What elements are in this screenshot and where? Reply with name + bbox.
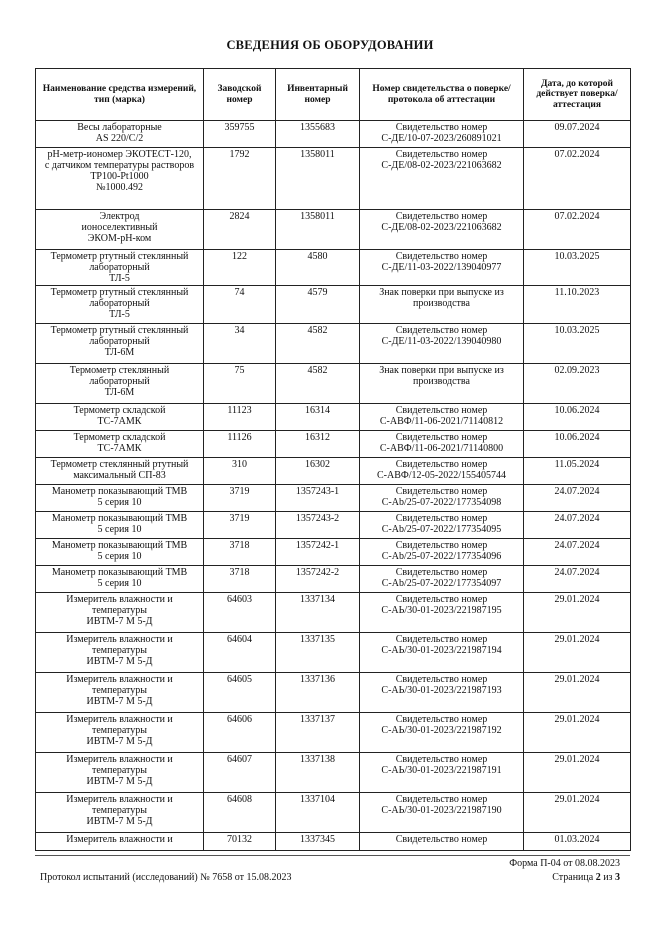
valid-until-cell: 29.01.2024: [524, 713, 631, 753]
equipment-name-cell: Электрод ионоселективный ЭКОМ-рН-ком: [36, 210, 204, 250]
inventory-number-cell: 1337345: [276, 833, 360, 851]
serial-number-cell: 70132: [204, 833, 276, 851]
page-title: СВЕДЕНИЯ ОБ ОБОРУДОВАНИИ: [226, 38, 434, 52]
inventory-number-cell: 1337104: [276, 793, 360, 833]
table-row: [36, 566, 631, 593]
header-inventory: Инвентарный номер: [276, 69, 360, 121]
valid-until-cell: 29.01.2024: [524, 673, 631, 713]
table-row: [36, 210, 631, 250]
equipment-name-cell: Манометр показывающий ТМВ 5 серия 10: [36, 485, 204, 512]
header-name: Наименование средства измерений, тип (марка): [36, 69, 204, 121]
serial-number-cell: 64606: [204, 713, 276, 753]
serial-number-cell: 3719: [204, 485, 276, 512]
serial-number-cell: 3718: [204, 566, 276, 593]
inventory-number-cell: 4579: [276, 286, 360, 324]
header-serial: Заводской номер: [204, 69, 276, 121]
certificate-cell: Свидетельство номер С-АЬ/30-01-2023/221987195: [360, 593, 524, 633]
equipment-name-cell: Измеритель влажности и температуры ИВТМ-7 М 5-Д: [36, 633, 204, 673]
table-row: [36, 404, 631, 431]
equipment-name-cell: Измеритель влажности и температуры ИВТМ-7 М 5-Д: [36, 713, 204, 753]
valid-until-cell: 11.10.2023: [524, 286, 631, 324]
serial-number-cell: 3718: [204, 539, 276, 566]
valid-until-cell: 24.07.2024: [524, 566, 631, 593]
certificate-cell: Свидетельство номер С-АЬ/30-01-2023/221987193: [360, 673, 524, 713]
valid-until-cell: 01.03.2024: [524, 833, 631, 851]
table-row: [36, 286, 631, 324]
equipment-name-cell: Термометр складской ТС-7АМК: [36, 431, 204, 458]
valid-until-cell: 29.01.2024: [524, 593, 631, 633]
equipment-table: [35, 68, 631, 851]
inventory-number-cell: 1337138: [276, 753, 360, 793]
certificate-cell: Знак поверки при выпуске из производства: [360, 364, 524, 404]
inventory-number-cell: 1357243-1: [276, 485, 360, 512]
equipment-name-cell: Манометр показывающий ТМВ 5 серия 10: [36, 566, 204, 593]
inventory-number-cell: 1357242-2: [276, 566, 360, 593]
valid-until-cell: 29.01.2024: [524, 753, 631, 793]
table-row: [36, 324, 631, 364]
inventory-number-cell: 1358011: [276, 148, 360, 210]
serial-number-cell: 11123: [204, 404, 276, 431]
table-row: [36, 458, 631, 485]
certificate-cell: Свидетельство номер С-Аb/25-07-2022/177354098: [360, 485, 524, 512]
table-row: [36, 539, 631, 566]
valid-until-cell: 24.07.2024: [524, 512, 631, 539]
page-current: 2: [595, 872, 601, 883]
serial-number-cell: 64608: [204, 793, 276, 833]
inventory-number-cell: 1337136: [276, 673, 360, 713]
certificate-cell: Свидетельство номер С-АЬ/30-01-2023/221987194: [360, 633, 524, 673]
footer-rule: [35, 855, 630, 856]
inventory-number-cell: 16312: [276, 431, 360, 458]
equipment-name-cell: Измеритель влажности и температуры ИВТМ-7 М 5-Д: [36, 793, 204, 833]
inventory-number-cell: 1355683: [276, 121, 360, 148]
table-row: [36, 485, 631, 512]
serial-number-cell: 64605: [204, 673, 276, 713]
inventory-number-cell: 4580: [276, 250, 360, 286]
certificate-cell: Свидетельство номер С-ДЕ/08-02-2023/221063682: [360, 148, 524, 210]
certificate-cell: Свидетельство номер С-Аb/25-07-2022/177354096: [360, 539, 524, 566]
equipment-name-cell: Весы лабораторные AS 220/C/2: [36, 121, 204, 148]
inventory-number-cell: 1357243-2: [276, 512, 360, 539]
certificate-cell: Свидетельство номер С-ДЕ/11-03-2022/139040977: [360, 250, 524, 286]
certificate-cell: Свидетельство номер С-ДЕ/08-02-2023/221063682: [360, 210, 524, 250]
serial-number-cell: 64607: [204, 753, 276, 793]
equipment-name-cell: Манометр показывающий ТМВ 5 серия 10: [36, 512, 204, 539]
table-row: [36, 431, 631, 458]
equipment-name-cell: Измеритель влажности и температуры ИВТМ-7 М 5-Д: [36, 593, 204, 633]
header-date: Дата, до которой действует поверка/ аттестация: [524, 69, 631, 121]
equipment-name-cell: Термометр стеклянный ртутный максимальный СП-83: [36, 458, 204, 485]
certificate-cell: Свидетельство номер С-Аb/25-07-2022/177354097: [360, 566, 524, 593]
serial-number-cell: 64603: [204, 593, 276, 633]
certificate-cell: Свидетельство номер: [360, 833, 524, 851]
page-total: 3: [615, 872, 620, 883]
table-row: [36, 593, 631, 633]
certificate-cell: Свидетельство номер С-ДЕ/11-03-2022/139040980: [360, 324, 524, 364]
valid-until-cell: 24.07.2024: [524, 539, 631, 566]
table-row: [36, 512, 631, 539]
equipment-name-cell: рН-метр-иономер ЭКОТЕСТ-120, с датчиком температуры растворов ТР100-Pt1000 №1000.492: [36, 148, 204, 210]
valid-until-cell: 29.01.2024: [524, 633, 631, 673]
equipment-name-cell: Термометр ртутный стеклянный лабораторный ТЛ-5: [36, 286, 204, 324]
certificate-cell: Свидетельство номер С-АВФ/12-05-2022/155405744: [360, 458, 524, 485]
serial-number-cell: 359755: [204, 121, 276, 148]
serial-number-cell: 1792: [204, 148, 276, 210]
valid-until-cell: 10.06.2024: [524, 431, 631, 458]
certificate-cell: Свидетельство номер С-Аb/25-07-2022/177354095: [360, 512, 524, 539]
inventory-number-cell: 1357242-1: [276, 539, 360, 566]
table-row: [36, 673, 631, 713]
inventory-number-cell: 4582: [276, 364, 360, 404]
serial-number-cell: 2824: [204, 210, 276, 250]
serial-number-cell: 75: [204, 364, 276, 404]
table-row: [36, 148, 631, 210]
header-certificate: Номер свидетельства о поверке/ протокола об аттестации: [360, 69, 524, 121]
certificate-cell: Свидетельство номер С-АВФ/11-06-2021/71140800: [360, 431, 524, 458]
table-header-row: [36, 69, 631, 121]
certificate-cell: Свидетельство номер С-АВФ/11-06-2021/71140812: [360, 404, 524, 431]
page-number: [552, 872, 620, 883]
inventory-number-cell: 1337135: [276, 633, 360, 673]
table-row: [36, 633, 631, 673]
serial-number-cell: 64604: [204, 633, 276, 673]
serial-number-cell: 11126: [204, 431, 276, 458]
valid-until-cell: 29.01.2024: [524, 793, 631, 833]
table-row: [36, 250, 631, 286]
equipment-name-cell: Термометр стеклянный лабораторный ТЛ-6М: [36, 364, 204, 404]
valid-until-cell: 09.07.2024: [524, 121, 631, 148]
table-row: [36, 793, 631, 833]
page-prefix: Страница: [552, 872, 594, 883]
valid-until-cell: 10.06.2024: [524, 404, 631, 431]
inventory-number-cell: 16302: [276, 458, 360, 485]
form-reference: Форма П-04 от 08.08.2023: [509, 858, 620, 869]
certificate-cell: Знак поверки при выпуске из производства: [360, 286, 524, 324]
serial-number-cell: 310: [204, 458, 276, 485]
equipment-name-cell: Манометр показывающий ТМВ 5 серия 10: [36, 539, 204, 566]
table-row: [36, 833, 631, 851]
equipment-name-cell: Термометр ртутный стеклянный лабораторный ТЛ-5: [36, 250, 204, 286]
table-body: [36, 121, 631, 851]
equipment-name-cell: Термометр складской ТС-7АМК: [36, 404, 204, 431]
equipment-name-cell: Измеритель влажности и: [36, 833, 204, 851]
serial-number-cell: 3719: [204, 512, 276, 539]
certificate-cell: Свидетельство номер С-АЬ/30-01-2023/221987190: [360, 793, 524, 833]
table-row: [36, 364, 631, 404]
page-of: из: [603, 872, 613, 883]
serial-number-cell: 74: [204, 286, 276, 324]
valid-until-cell: 11.05.2024: [524, 458, 631, 485]
inventory-number-cell: 1337134: [276, 593, 360, 633]
table-row: [36, 753, 631, 793]
inventory-number-cell: 4582: [276, 324, 360, 364]
serial-number-cell: 122: [204, 250, 276, 286]
serial-number-cell: 34: [204, 324, 276, 364]
equipment-name-cell: Измеритель влажности и температуры ИВТМ-7 М 5-Д: [36, 753, 204, 793]
valid-until-cell: 10.03.2025: [524, 324, 631, 364]
certificate-cell: Свидетельство номер С-ДЕ/10-07-2023/260891021: [360, 121, 524, 148]
protocol-reference: Протокол испытаний (исследований) № 7658 от 15.08.2023: [40, 872, 292, 883]
certificate-cell: Свидетельство номер С-АЬ/30-01-2023/221987192: [360, 713, 524, 753]
equipment-name-cell: Измеритель влажности и температуры ИВТМ-7 М 5-Д: [36, 673, 204, 713]
inventory-number-cell: 1358011: [276, 210, 360, 250]
inventory-number-cell: 16314: [276, 404, 360, 431]
inventory-number-cell: 1337137: [276, 713, 360, 753]
table-row: [36, 121, 631, 148]
valid-until-cell: 07.02.2024: [524, 210, 631, 250]
valid-until-cell: 10.03.2025: [524, 250, 631, 286]
valid-until-cell: 07.02.2024: [524, 148, 631, 210]
valid-until-cell: 02.09.2023: [524, 364, 631, 404]
table-row: [36, 713, 631, 753]
equipment-name-cell: Термометр ртутный стеклянный лабораторный ТЛ-6М: [36, 324, 204, 364]
certificate-cell: Свидетельство номер С-АЬ/30-01-2023/221987191: [360, 753, 524, 793]
valid-until-cell: 24.07.2024: [524, 485, 631, 512]
